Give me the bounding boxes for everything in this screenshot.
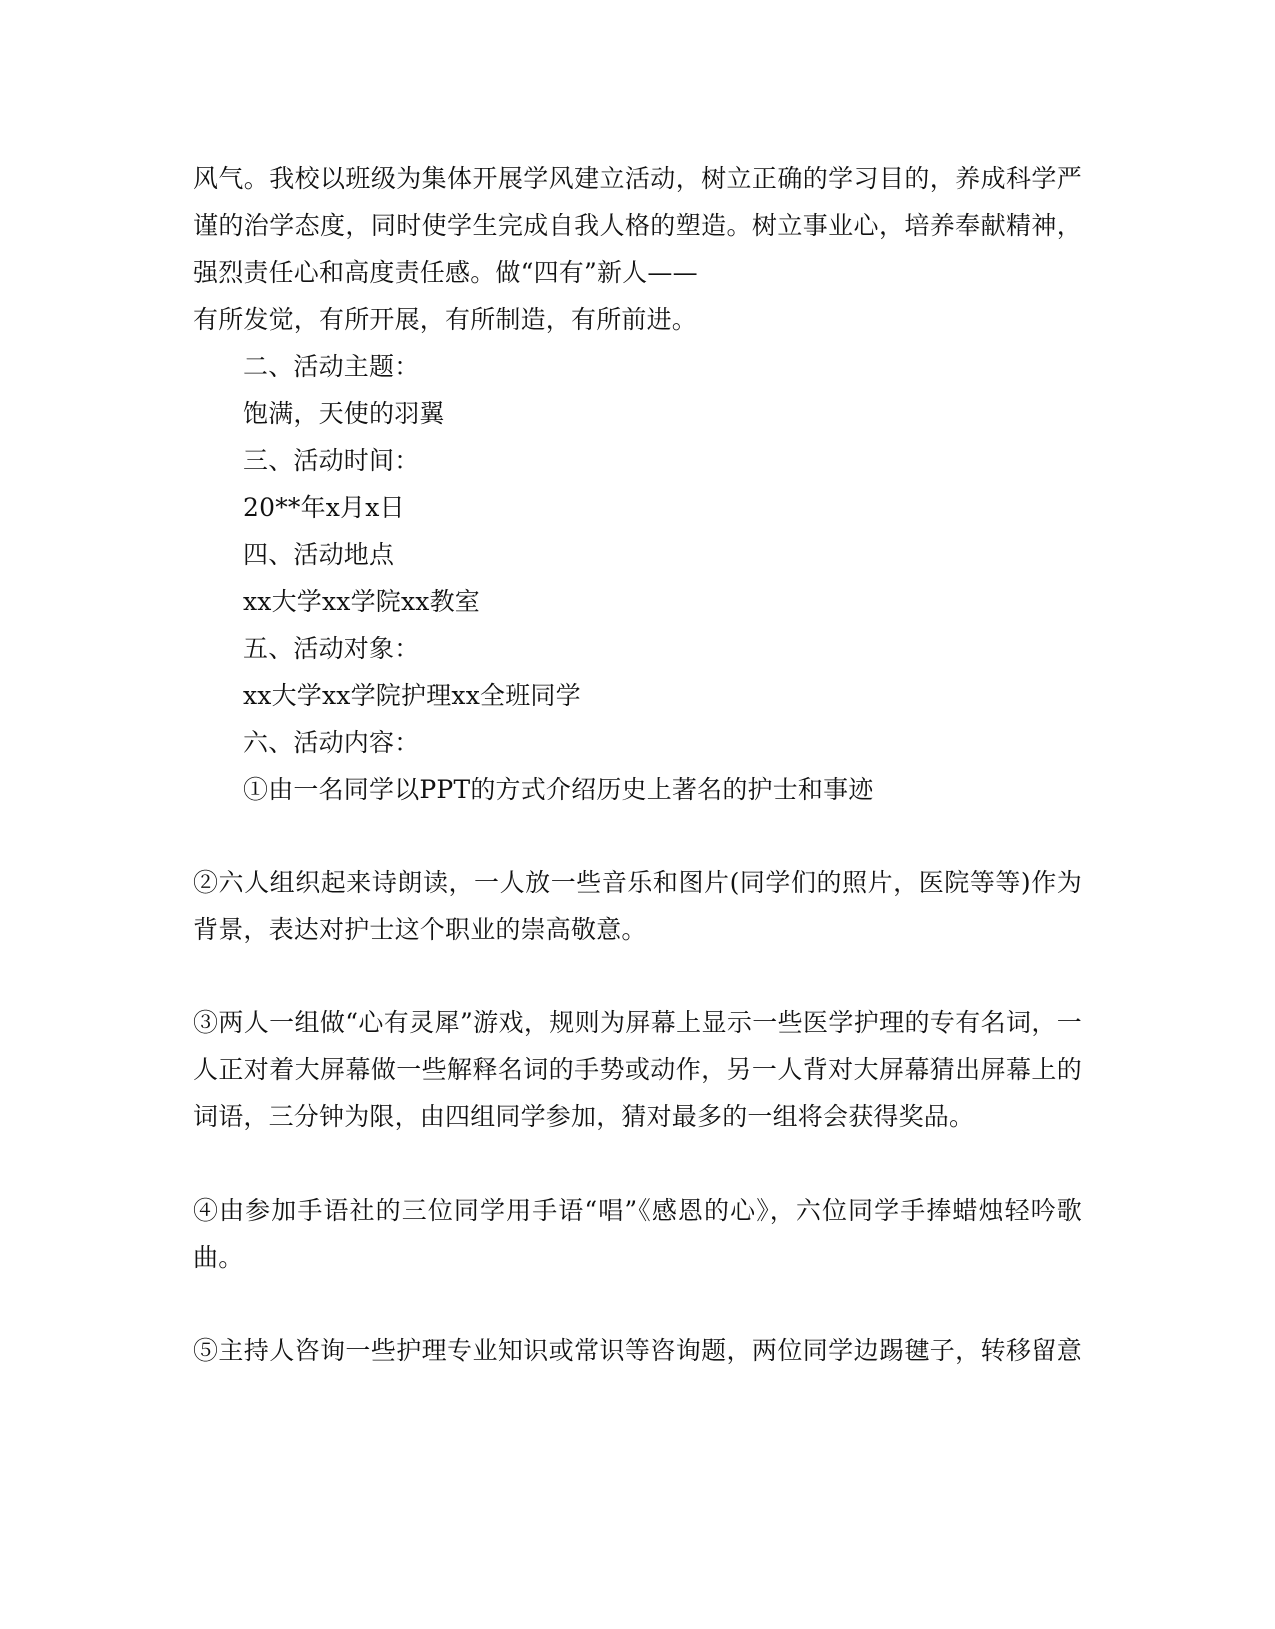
section-text-location: xx大学xx学院xx教室	[243, 587, 480, 616]
content-item-3-line: 人正对着大屏幕做一些解释名词的手势或动作，另一人背对大屏幕猜出屏幕上的	[193, 1055, 1082, 1084]
content-item-3-line: ③两人一组做“心有灵犀”游戏，规则为屏幕上显示一些医学护理的专有名词，一	[193, 1008, 1082, 1037]
section-heading-audience: 五、活动对象：	[243, 634, 420, 663]
section-heading-time: 三、活动时间：	[243, 446, 420, 475]
section-text-theme: 饱满，天使的羽翼	[243, 399, 445, 428]
intro-line: 风气。我校以班级为集体开展学风建立活动，树立正确的学习目的，养成科学严	[193, 164, 1082, 193]
intro-line: 强烈责任心和高度责任感。做“四有”新人——	[193, 258, 698, 287]
section-heading-content: 六、活动内容：	[243, 728, 420, 757]
content-item-4-line: 曲。	[193, 1243, 244, 1272]
section-text-time: 20**年x月x日	[243, 493, 405, 522]
content-item-3-line: 词语，三分钟为限，由四组同学参加，猜对最多的一组将会获得奖品。	[193, 1102, 975, 1131]
content-item-4-line: ④由参加手语社的三位同学用手语“唱”《感恩的心》，六位同学手捧蜡烛轻吟歌	[193, 1196, 1082, 1225]
section-heading-location: 四、活动地点	[243, 540, 395, 569]
intro-line: 有所发觉，有所开展，有所制造，有所前进。	[193, 305, 698, 334]
section-heading-theme: 二、活动主题：	[243, 352, 420, 381]
content-item-2-line: ②六人组织起来诗朗读，一人放一些音乐和图片(同学们的照片，医院等等)作为	[193, 868, 1082, 897]
content-item-1: ①由一名同学以PPT的方式介绍历史上著名的护士和事迹	[243, 775, 874, 804]
intro-line: 谨的治学态度，同时使学生完成自我人格的塑造。树立事业心，培养奉献精神，	[193, 211, 1082, 240]
content-item-2-line: 背景，表达对护士这个职业的崇高敬意。	[193, 915, 647, 944]
section-text-audience: xx大学xx学院护理xx全班同学	[243, 681, 581, 710]
content-item-5-line: ⑤主持人咨询一些护理专业知识或常识等咨询题，两位同学边踢毽子，转移留意	[193, 1336, 1082, 1365]
